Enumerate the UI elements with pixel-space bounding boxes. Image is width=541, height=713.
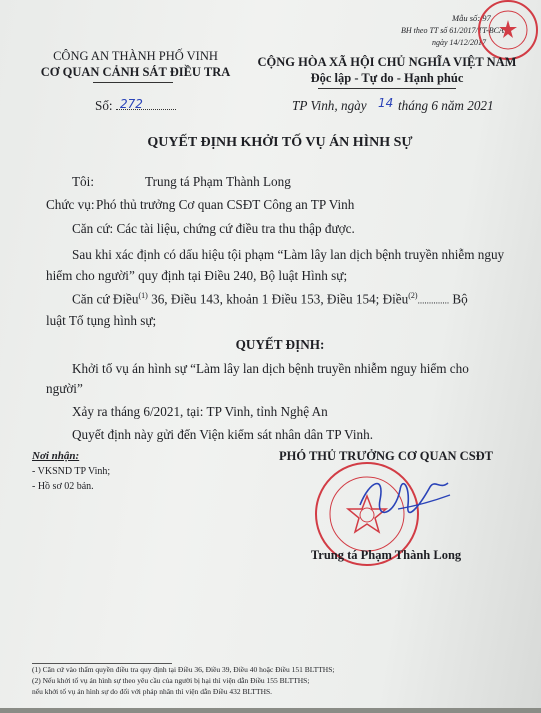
footnote-ref-1: (1) xyxy=(138,291,148,300)
xay-ra-value: TP Vinh, tỉnh Nghệ An xyxy=(203,404,328,419)
xay-ra-line xyxy=(72,404,328,420)
document-title: QUYẾT ĐỊNH KHỞI TỐ VỤ ÁN HÌNH SỰ xyxy=(147,135,413,150)
doc-number-label: Số: xyxy=(95,98,113,113)
signer-name: Trung tá Phạm Thành Long xyxy=(310,548,462,562)
footnote-3: nếu khởi tố vụ án hình sự do đối với pháp nhân thì viện dẫn Điều 432 BLTTHS. xyxy=(32,687,273,696)
org-line2: CƠ QUAN CẢNH SÁT ĐIỀU TRA xyxy=(40,65,231,79)
footnote-divider xyxy=(32,663,172,664)
gui-den: Quyết định này gửi đến Viện kiểm sát nhân dân TP Vinh. xyxy=(72,427,374,442)
noi-nhan-item: - Hồ sơ 02 bản. xyxy=(32,481,94,492)
place-date-prefix: TP Vinh, ngày xyxy=(292,98,367,113)
can-cu-2-c: Bộ xyxy=(449,291,468,307)
toi-label: Tôi: xyxy=(72,174,94,189)
form-issued-by: BH theo TT số 61/2017/TT-BCA xyxy=(401,26,504,35)
can-cu-2-line1 xyxy=(72,291,468,307)
doc-number-dots xyxy=(116,109,176,110)
can-cu-2-line2: luật Tố tụng hình sự; xyxy=(46,313,157,328)
state-line1: CỘNG HÒA XÃ HỘI CHỦ NGHĨA VIỆT NAM xyxy=(257,55,517,69)
xay-ra-label: Xảy ra tháng 6/2021, tại: xyxy=(72,404,204,419)
can-cu-2-dots: .............. xyxy=(417,295,450,306)
footnote-ref-2: (2) xyxy=(408,291,418,300)
can-cu-1: Căn cứ: Các tài liệu, chứng cứ điều tra thu thập được. xyxy=(72,221,355,236)
place-date-day: 14 xyxy=(378,96,394,110)
can-cu-2-a: Căn cứ Điều xyxy=(72,291,139,307)
place-date-suffix: tháng 6 năm 2021 xyxy=(398,98,494,113)
state-underline xyxy=(318,88,456,89)
doc-number-value: 272 xyxy=(120,97,143,111)
form-number: Mẫu số: 97 xyxy=(452,13,491,23)
chuc-vu-label: Chức vụ: xyxy=(46,197,95,212)
org-underline xyxy=(93,82,173,83)
state-line2: Độc lập - Tự do - Hạnh phúc xyxy=(310,71,464,85)
khoi-to-paragraph: Khởi tố vụ án hình sự “Làm lây lan dịch bệnh truyền nhiễm nguy hiểm cho người” xyxy=(46,361,469,396)
noi-nhan-title: Nơi nhận: xyxy=(32,450,80,462)
signature-scribble xyxy=(340,465,460,535)
quyet-dinh-heading: QUYẾT ĐỊNH: xyxy=(235,337,325,352)
toi-value: Trung tá Phạm Thành Long xyxy=(145,174,291,189)
noi-nhan-item: - VKSND TP Vinh; xyxy=(32,466,111,477)
org-line1: CÔNG AN THÀNH PHỐ VINH xyxy=(53,49,218,63)
footnote-2: (2) Nếu khởi tố vụ án hình sự theo yêu cầu của người bị hại thì viện dẫn Điều 155 BLTTHS; xyxy=(32,676,310,685)
form-date: ngày 14/12/2017 xyxy=(432,38,486,47)
corner-seal xyxy=(478,0,538,60)
signer-position: PHÓ THỦ TRƯỞNG CƠ QUAN CSĐT xyxy=(278,449,494,463)
footnote-1: (1) Căn cứ vào thẩm quyền điều tra quy định tại Điều 36, Điều 39, Điều 40 hoặc Điều 151 BLTTHS; xyxy=(32,665,335,674)
sau-khi-paragraph: Sau khi xác định có dấu hiệu tội phạm “Làm lây lan dịch bệnh truyền nhiễm nguy hiểm cho người” quy định tại Điều 240, Bộ luật Hình sự; xyxy=(46,247,505,283)
chuc-vu-value: Phó thủ trưởng Cơ quan CSĐT Công an TP Vinh xyxy=(96,197,355,212)
can-cu-2-b: 36, Điều 143, khoản 1 Điều 153, Điều 154; Điều xyxy=(147,291,409,307)
